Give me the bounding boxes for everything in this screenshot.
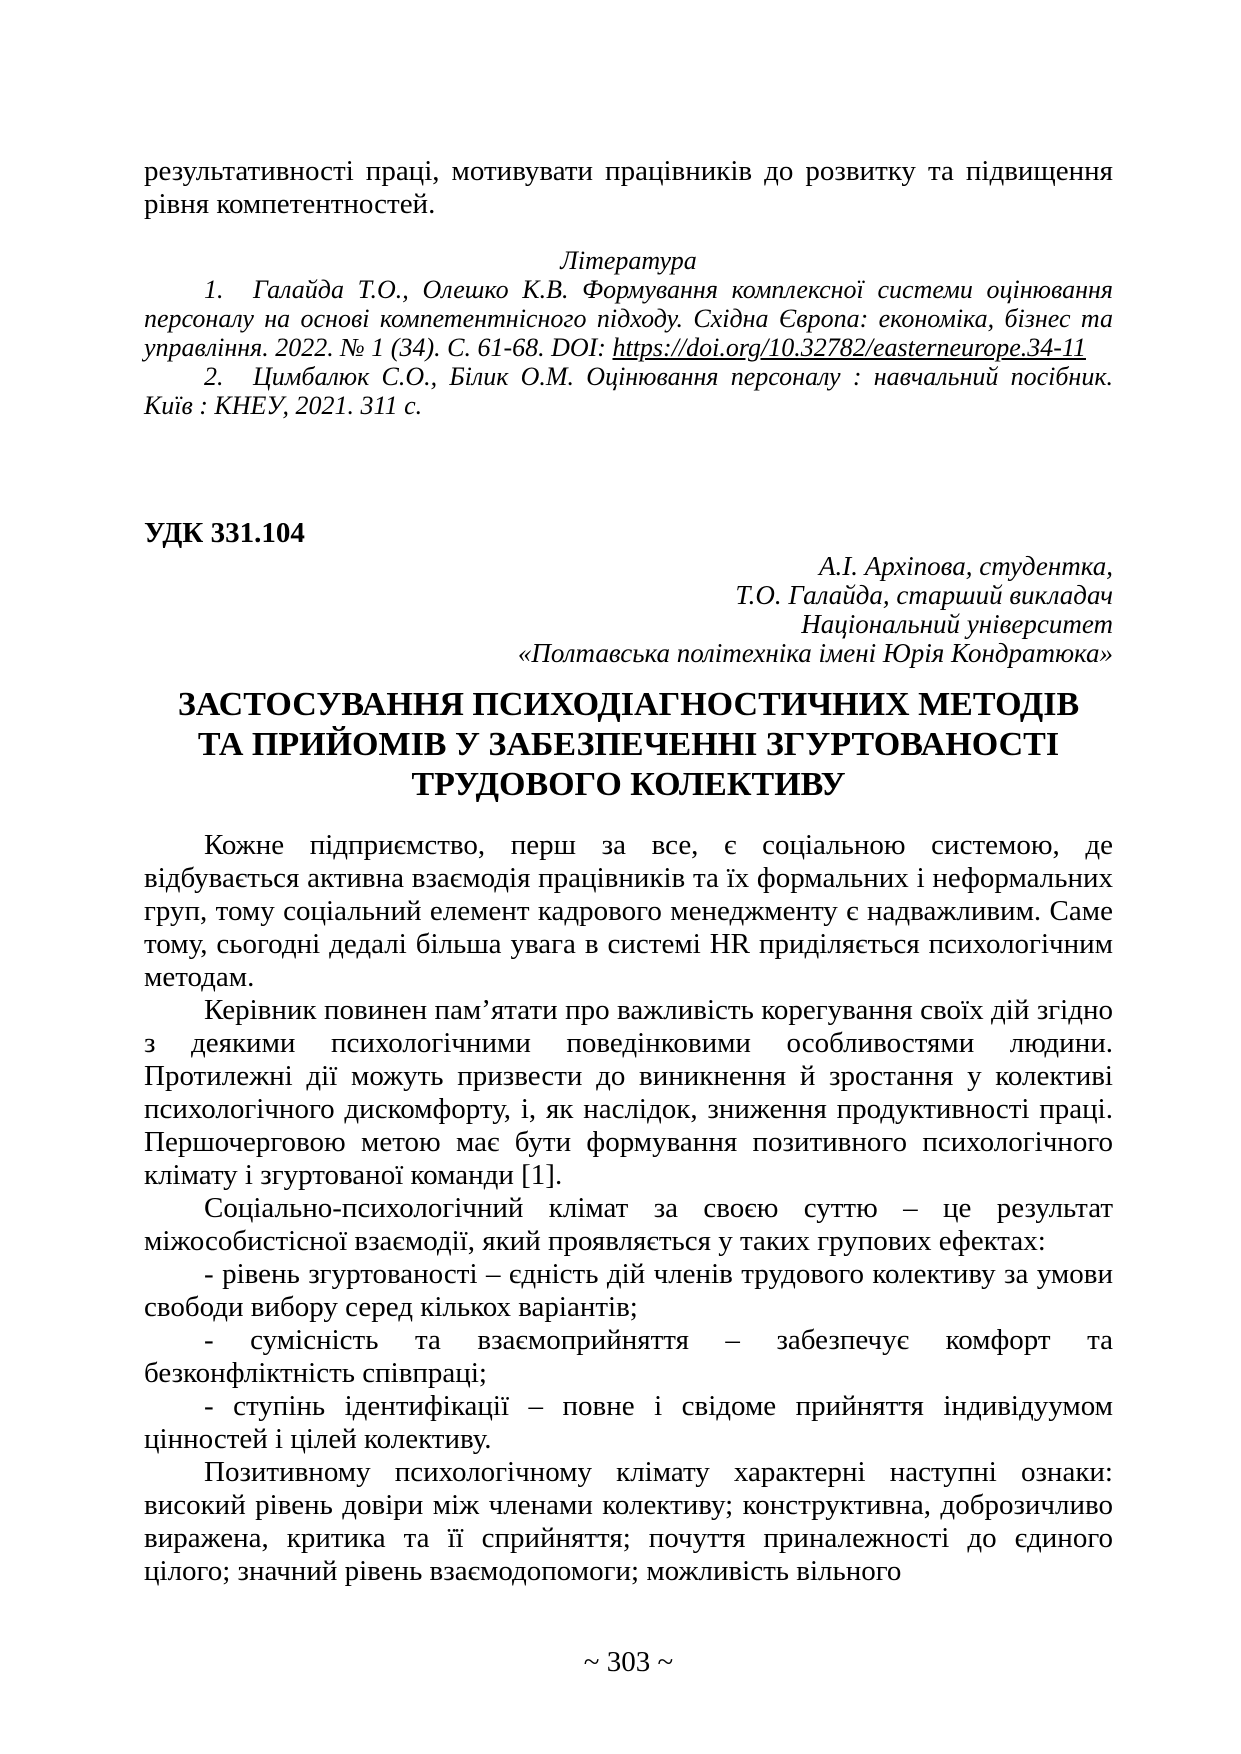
body-list-item-2: - сумісність та взаємоприйняття – забезпечує комфорт та безконфліктність співпраці; bbox=[144, 1324, 1113, 1389]
body-paragraph-1: Кожне підприємство, перш за все, є соціальною системою, де відбувається активна взаємодія працівників та їх формальних і неформальних груп, тому соціальний елемент кадрового менеджменту є надважливим. Саме тому, сьогодні дедалі більша увага в системі HR приділяється психологічним методам. bbox=[144, 829, 1113, 993]
reference-2-number: 2. bbox=[204, 362, 224, 391]
body-list-item-3: - ступінь ідентифікації – повне і свідоме прийняття індивідуумом цінностей і цілей колективу. bbox=[144, 1390, 1113, 1455]
references-heading: Література bbox=[560, 246, 697, 275]
author-line-1: А.І. Архіпова, студентка, bbox=[819, 551, 1113, 581]
title-line-3: ТРУДОВОГО КОЛЕКТИВУ bbox=[411, 766, 846, 803]
udc-label: УДК 331.104 bbox=[144, 517, 305, 549]
body-list-item-1: - рівень згуртованості – єдність дій членів трудового колективу за умови свободи вибору серед кількох варіантів; bbox=[144, 1258, 1113, 1323]
reference-1-text: Галайда Т.О., Олешко К.В. Формування комплексної системи оцінювання персоналу на основі компетентнісного підходу. Східна Європа: економіка, бізнес та управління. 2022. № 1 (34). С. 61-68. DOI: bbox=[144, 275, 1113, 362]
author-affiliation-1: Національний університет bbox=[801, 609, 1113, 639]
intro-paragraph: результативності праці, мотивувати працівників до розвитку та підвищення рівня компетентностей. bbox=[144, 155, 1113, 220]
author-affiliation-2: «Полтавська політехніка імені Юрія Кондратюка» bbox=[517, 638, 1113, 668]
body-paragraph-2: Керівник повинен пам’ятати про важливість корегування своїх дій згідно з деякими психологічними поведінковими особливостями людини. Протилежні дії можуть призвести до виникнення й зростання у колективі психологічного дискомфорту, і, як наслідок, зниження продуктивності праці. Першочерговою метою має бути формування позитивного психологічного клімату і згуртованої команди [1]. bbox=[144, 994, 1113, 1191]
author-line-2: Т.О. Галайда, старший викладач bbox=[735, 580, 1113, 610]
reference-1-number: 1. bbox=[204, 275, 224, 304]
article-body bbox=[144, 829, 1113, 1588]
page-number: ~ 303 ~ bbox=[583, 1646, 674, 1678]
title-line-1: ЗАСТОСУВАННЯ ПСИХОДІАГНОСТИЧНИХ МЕТОДІВ bbox=[177, 686, 1080, 723]
body-paragraph-3: Соціально-психологічний клімат за своєю суттю – це результат міжособистісної взаємодії, який проявляється у таких групових ефектах: bbox=[144, 1192, 1113, 1257]
doi-link[interactable]: https://doi.org/10.32782/easterneurope.34-11 bbox=[612, 333, 1086, 362]
article-title bbox=[144, 685, 1113, 805]
title-line-2: ТА ПРИЙОМІВ У ЗАБЕЗПЕЧЕННІ ЗГУРТОВАНОСТІ bbox=[197, 726, 1060, 763]
reference-item-2 bbox=[144, 362, 1113, 420]
reference-2-text: Цимбалюк С.О., Білик О.М. Оцінювання персоналу : навчальний посібник. Київ : КНЕУ, 2021. 311 с. bbox=[144, 362, 1113, 420]
author-block bbox=[144, 552, 1113, 668]
body-paragraph-4: Позитивному психологічному клімату характерні наступні ознаки: високий рівень довіри між членами колективу; конструктивна, доброзичливо виражена, критика та її сприйняття; почуття приналежності до єдиного цілого; значний рівень взаємодопомоги; можливість вільного bbox=[144, 1456, 1113, 1587]
reference-item-1 bbox=[144, 275, 1113, 362]
